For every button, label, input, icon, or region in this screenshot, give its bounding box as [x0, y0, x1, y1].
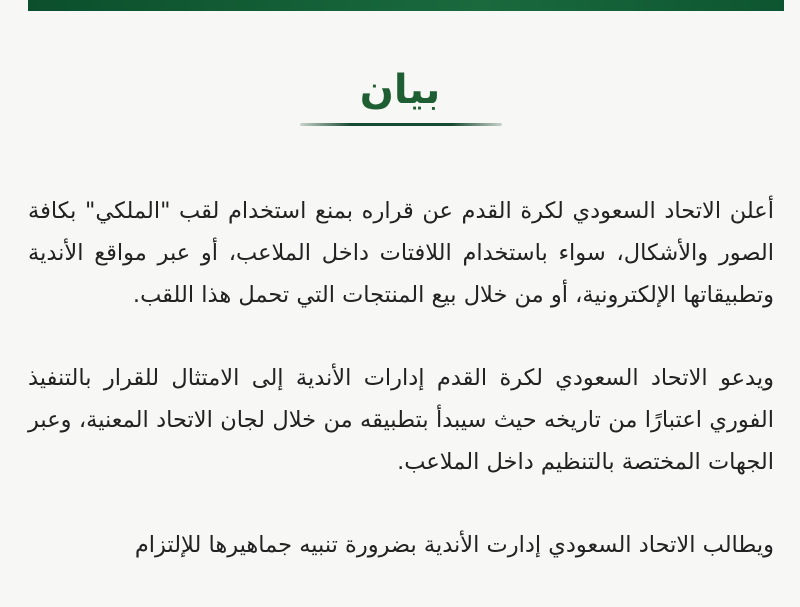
top-accent-bar	[28, 0, 784, 11]
statement-body	[28, 190, 774, 607]
title-underline-divider	[300, 123, 502, 126]
statement-title: بيان	[359, 67, 441, 113]
statement-paragraph-3: ويطالب الاتحاد السعودي إدارت الأندية بضرورة تنبيه جماهيرها للإلتزام	[134, 532, 774, 558]
statement-paragraph-2: ويدعو الاتحاد السعودي لكرة القدم إدارات الأندية إلى الامتثال للقرار بالتنفيذ الفوري اعتبارًا من تاريخه حيث سيبدأ بتطبيقه من خلال لجان الاتحاد المعنية، وعبر الجهات المختصة بالتنظيم داخل الملاعب.	[28, 365, 774, 475]
statement-paragraph-1: أعلن الاتحاد السعودي لكرة القدم عن قراره بمنع استخدام لقب "الملكي" بكافة الصور والأشكال، سواء باستخدام اللافتات داخل الملاعب، أو عبر مواقع الأندية وتطبيقاتها الإلكترونية، أو من خلال بيع المنتجات التي تحمل هذا اللقب.	[28, 198, 774, 308]
